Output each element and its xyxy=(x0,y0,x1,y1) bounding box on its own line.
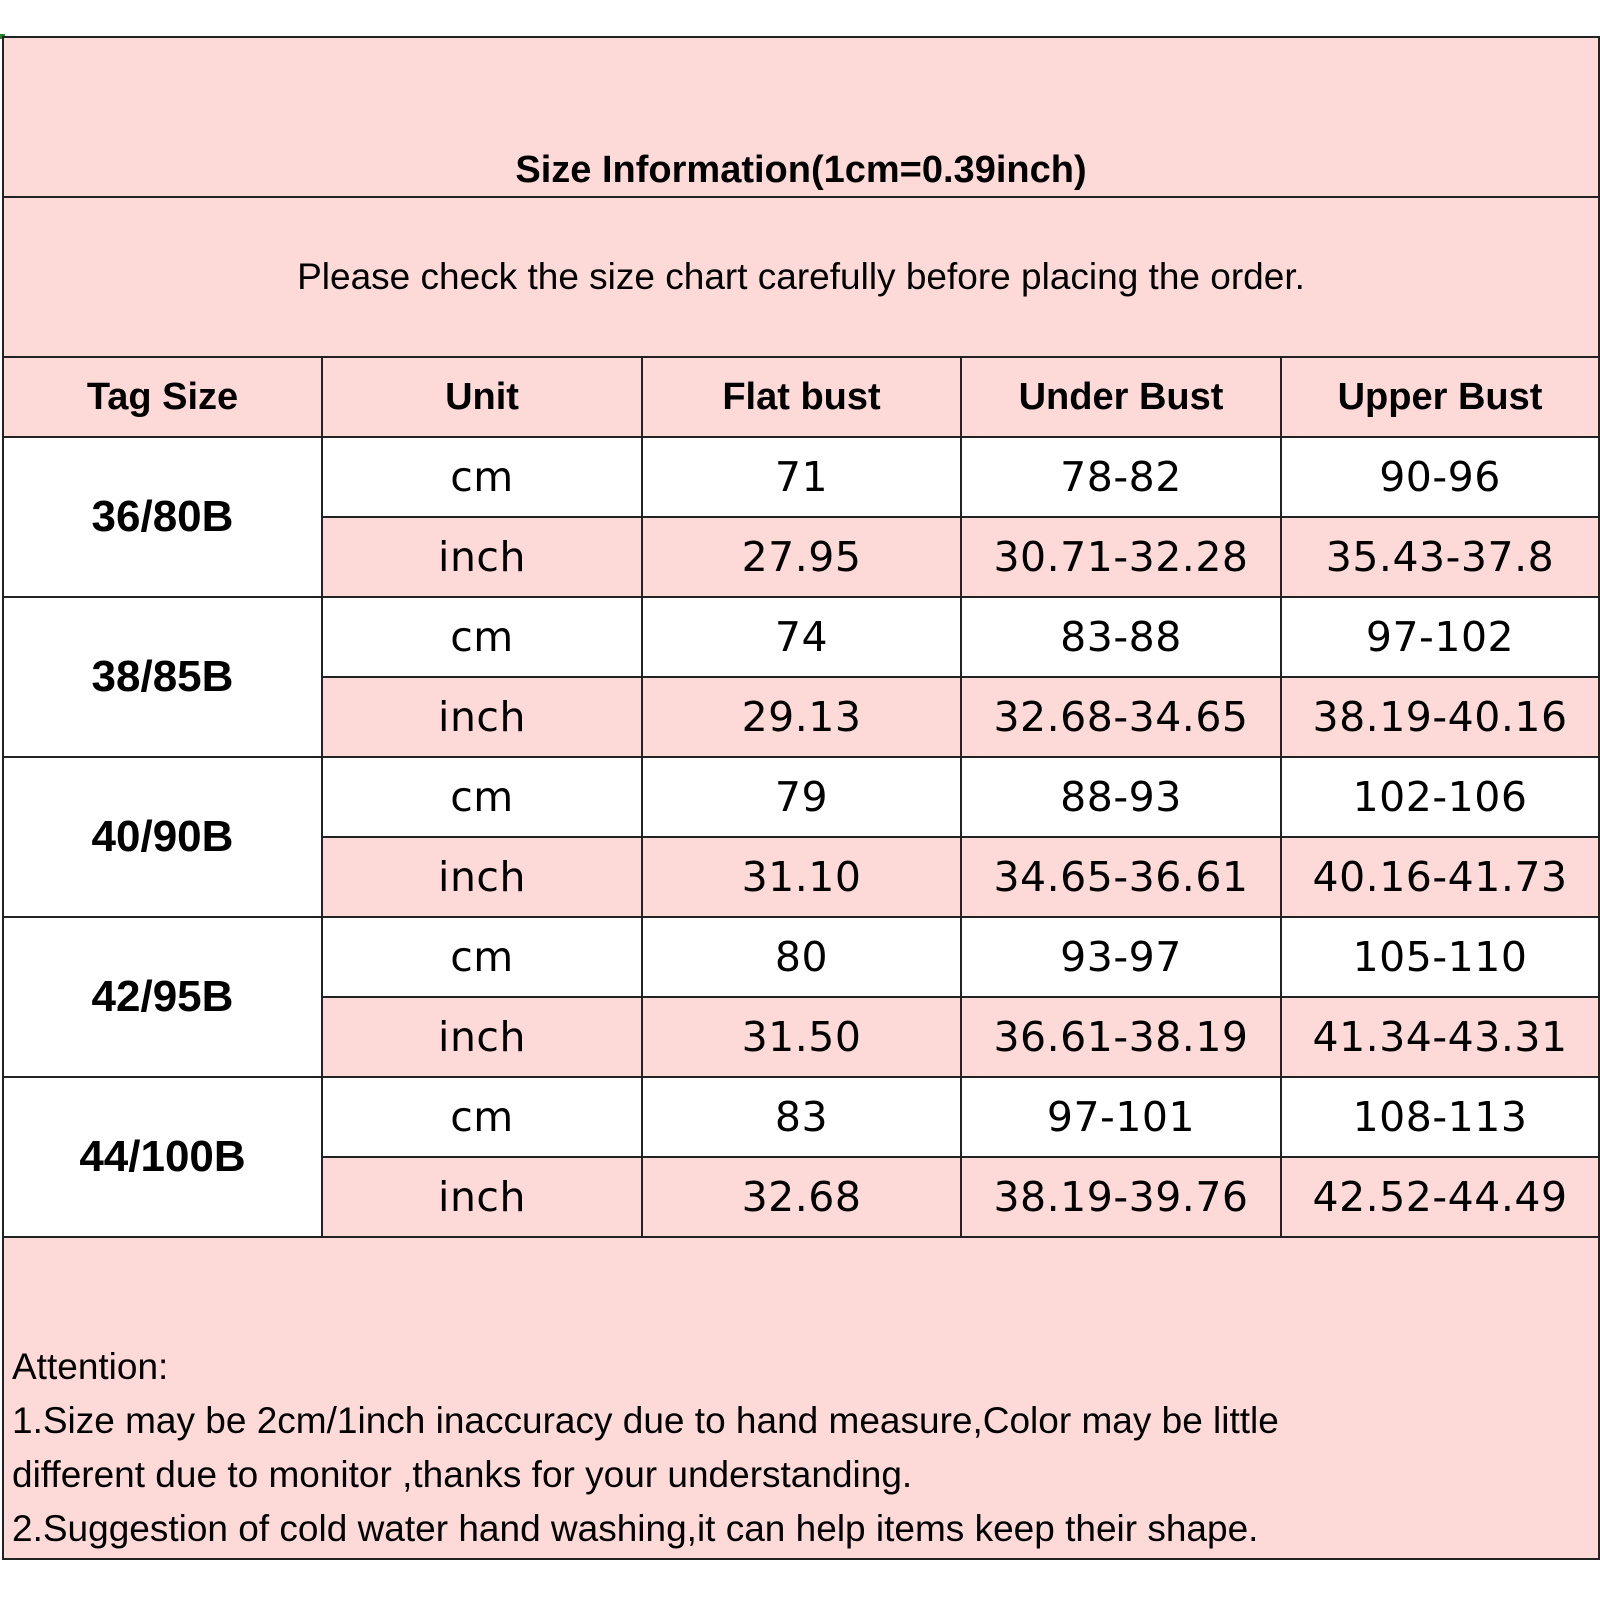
unit-cell: inch xyxy=(322,677,642,757)
unit-cell: cm xyxy=(322,597,642,677)
unit-cell: inch xyxy=(322,1157,642,1237)
tag-size-cell: 42/95B xyxy=(3,917,322,1077)
unit-cell: cm xyxy=(322,917,642,997)
upper-bust-cell: 105-110 xyxy=(1281,917,1599,997)
header-upper-bust: Upper Bust xyxy=(1281,357,1599,437)
note-line-1: 1.Size may be 2cm/1inch inaccuracy due to hand measure,Color may be little xyxy=(12,1400,1279,1441)
flat-bust-cell: 80 xyxy=(642,917,961,997)
attention-notes xyxy=(3,1237,1599,1559)
table-row xyxy=(3,437,1599,517)
table-row xyxy=(3,1077,1599,1157)
tag-size-cell: 40/90B xyxy=(3,757,322,917)
header-unit: Unit xyxy=(322,357,642,437)
flat-bust-cell: 29.13 xyxy=(642,677,961,757)
upper-bust-cell: 35.43-37.8 xyxy=(1281,517,1599,597)
flat-bust-cell: 31.10 xyxy=(642,837,961,917)
flat-bust-cell: 79 xyxy=(642,757,961,837)
table-row xyxy=(3,757,1599,837)
flat-bust-cell: 31.50 xyxy=(642,997,961,1077)
under-bust-cell: 97-101 xyxy=(961,1077,1281,1157)
header-under-bust: Under Bust xyxy=(961,357,1281,437)
upper-bust-cell: 97-102 xyxy=(1281,597,1599,677)
upper-bust-cell: 102-106 xyxy=(1281,757,1599,837)
table-row xyxy=(3,917,1599,997)
page-title: Size Information(1cm=0.39inch) xyxy=(515,149,1087,191)
under-bust-cell: 34.65-36.61 xyxy=(961,837,1281,917)
upper-bust-cell: 41.34-43.31 xyxy=(1281,997,1599,1077)
unit-cell: cm xyxy=(322,757,642,837)
tag-size-cell: 38/85B xyxy=(3,597,322,757)
under-bust-cell: 32.68-34.65 xyxy=(961,677,1281,757)
upper-bust-cell: 108-113 xyxy=(1281,1077,1599,1157)
header-flat-bust: Flat bust xyxy=(642,357,961,437)
flat-bust-cell: 83 xyxy=(642,1077,961,1157)
note-line-3: 2.Suggestion of cold water hand washing,it can help items keep their shape. xyxy=(12,1508,1259,1549)
under-bust-cell: 78-82 xyxy=(961,437,1281,517)
tag-size-cell: 36/80B xyxy=(3,437,322,597)
subtitle: Please check the size chart carefully before placing the order. xyxy=(3,197,1599,357)
upper-bust-cell: 38.19-40.16 xyxy=(1281,677,1599,757)
title-cell xyxy=(3,37,1599,197)
unit-cell: inch xyxy=(322,837,642,917)
upper-bust-cell: 90-96 xyxy=(1281,437,1599,517)
flat-bust-cell: 71 xyxy=(642,437,961,517)
table-row xyxy=(3,597,1599,677)
under-bust-cell: 30.71-32.28 xyxy=(961,517,1281,597)
under-bust-cell: 83-88 xyxy=(961,597,1281,677)
tag-size-cell: 44/100B xyxy=(3,1077,322,1237)
upper-bust-cell: 40.16-41.73 xyxy=(1281,837,1599,917)
flat-bust-cell: 74 xyxy=(642,597,961,677)
under-bust-cell: 36.61-38.19 xyxy=(961,997,1281,1077)
note-line-2: different due to monitor ,thanks for your understanding. xyxy=(12,1454,913,1495)
attention-heading: Attention: xyxy=(12,1346,169,1387)
unit-cell: cm xyxy=(322,1077,642,1157)
unit-cell: inch xyxy=(322,517,642,597)
size-chart-table xyxy=(2,36,1600,1560)
under-bust-cell: 38.19-39.76 xyxy=(961,1157,1281,1237)
unit-cell: inch xyxy=(322,997,642,1077)
unit-cell: cm xyxy=(322,437,642,517)
header-tag-size: Tag Size xyxy=(3,357,322,437)
header-row xyxy=(3,357,1599,437)
under-bust-cell: 88-93 xyxy=(961,757,1281,837)
flat-bust-cell: 27.95 xyxy=(642,517,961,597)
upper-bust-cell: 42.52-44.49 xyxy=(1281,1157,1599,1237)
flat-bust-cell: 32.68 xyxy=(642,1157,961,1237)
under-bust-cell: 93-97 xyxy=(961,917,1281,997)
